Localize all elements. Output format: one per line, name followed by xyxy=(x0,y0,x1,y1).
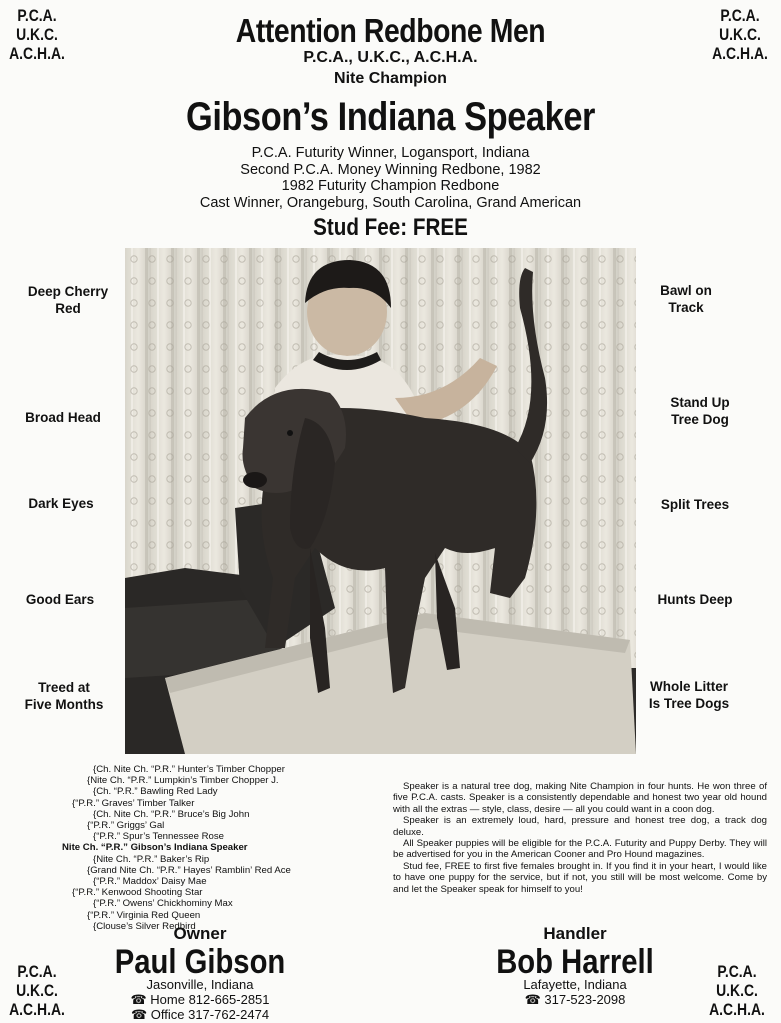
pedigree-entry: {“P.R.” Kenwood Shooting Star xyxy=(72,887,203,899)
trait-line: Good Ears xyxy=(25,592,95,607)
corner-line: P.C.A. xyxy=(720,6,760,25)
description-paragraph: Speaker is an extremely loud, hard, pressure and honest tree dog, a track dog deluxe. xyxy=(393,815,767,838)
pedigree-entry: {Ch. Nite Ch. “P.R.” Bruce’s Big John xyxy=(93,808,250,820)
description-paragraph: Stud fee, FREE to first five females brought in. If you find it in your heart, I would like to have one puppy for the service, but if not, you still will be most welcome. Come by and let the Speaker speak for himself to you! xyxy=(393,860,767,895)
trait-line: Deep Cherry xyxy=(27,284,109,299)
pedigree xyxy=(50,764,340,932)
corner-line: A.C.H.A. xyxy=(9,44,65,63)
corner-line: A.C.H.A. xyxy=(709,1000,765,1019)
corner-associations-bottom-left xyxy=(7,962,68,1019)
dog-photo-illustration xyxy=(125,248,636,754)
corner-associations-bottom-right xyxy=(704,962,770,1019)
owner-name: Paul Gibson xyxy=(114,943,286,981)
trait-left-coat xyxy=(8,283,128,317)
owner-location: Jasonville, Indiana xyxy=(146,977,254,992)
trait-line: Treed at xyxy=(38,680,90,695)
corner-line: U.K.C. xyxy=(16,981,58,1000)
owner-contact xyxy=(105,977,295,1022)
pedigree-entry: {Nite Ch. “P.R.” Baker’s Rip xyxy=(93,853,210,865)
trait-left-head xyxy=(3,409,123,426)
trait-left-eyes xyxy=(1,495,121,512)
trait-line: Bawl on xyxy=(660,283,712,298)
corner-line: P.C.A. xyxy=(17,6,57,25)
trait-line: Whole Litter xyxy=(650,679,728,694)
pedigree-entry: {“P.R.” Griggs’ Gal xyxy=(87,820,165,832)
pedigree-entry: {“P.R.” Graves’ Timber Talker xyxy=(72,797,195,809)
corner-line: P.C.A. xyxy=(717,962,757,981)
corner-line: U.K.C. xyxy=(716,981,758,1000)
pedigree-subject: Nite Ch. “P.R.” Gibson’s Indiana Speaker xyxy=(62,842,248,854)
corner-line: A.C.H.A. xyxy=(712,44,768,63)
achievement: P.C.A. Futurity Winner, Logansport, Indiana xyxy=(251,145,530,161)
trait-line: Track xyxy=(668,300,704,315)
trait-line: Dark Eyes xyxy=(28,496,94,511)
handler-name: Bob Harrell xyxy=(496,943,654,981)
pedigree-entry: {Ch. Nite Ch. “P.R.” Hunter’s Timber Chopper xyxy=(93,764,285,775)
trait-right-bawl xyxy=(626,282,746,316)
owner-phone-office: ☎ Office 317-762-2474 xyxy=(130,1007,270,1022)
pedigree-entry: {“P.R.” Maddox’ Daisy Mae xyxy=(93,876,207,888)
corner-line: P.C.A. xyxy=(17,962,57,981)
handler-location: Lafayette, Indiana xyxy=(523,977,627,992)
trait-left-treed xyxy=(4,679,124,713)
trait-left-ears xyxy=(0,591,120,608)
corner-line: U.K.C. xyxy=(719,25,761,44)
associations-line: P.C.A., U.K.C., A.C.H.A. xyxy=(303,49,478,66)
achievement: 1982 Futurity Champion Redbone xyxy=(281,178,500,194)
owner-role: Owner xyxy=(173,924,227,943)
headline: Attention Redbone Men xyxy=(235,12,546,49)
description xyxy=(393,781,767,895)
trait-line: Split Trees xyxy=(660,497,730,512)
trait-line: Broad Head xyxy=(25,410,101,425)
trait-right-hunts xyxy=(635,591,755,608)
trait-right-standup xyxy=(640,394,760,428)
pedigree-entry: {Ch. “P.R.” Bawling Red Lady xyxy=(93,786,218,798)
dog-name: Gibson’s Indiana Speaker xyxy=(186,95,595,139)
dog-photo xyxy=(125,248,636,754)
pedigree-entry: {“P.R.” Owens’ Chickhominy Max xyxy=(93,898,233,910)
trait-line: Tree Dog xyxy=(671,412,729,427)
achievement: Cast Winner, Orangeburg, South Carolina, Grand American xyxy=(199,194,582,211)
pedigree-entry: {Nite Ch. “P.R.” Lumpkin’s Timber Chopper J. xyxy=(87,775,279,787)
pedigree-entry: {Grand Nite Ch. “P.R.” Hayes’ Ramblin’ Red Ace xyxy=(87,864,291,876)
description-paragraph: All Speaker puppies will be eligible for the P.C.A. Futurity and Puppy Derby. They will be advertised for you in the American Cooner and Pro Hound magazines. xyxy=(393,838,767,861)
trait-line: Stand Up xyxy=(670,395,730,410)
pedigree-entry: {“P.R.” Spur’s Tennessee Rose xyxy=(93,831,225,843)
handler-role: Handler xyxy=(543,924,607,943)
trait-line: Five Months xyxy=(24,697,104,712)
title-line: Nite Champion xyxy=(334,70,447,87)
trait-right-split xyxy=(635,496,755,513)
trait-right-litter xyxy=(629,678,749,712)
achievements xyxy=(0,145,781,211)
owner-phone-home: ☎ Home 812-665-2851 xyxy=(130,992,270,1007)
corner-line: A.C.H.A. xyxy=(9,1000,65,1019)
achievement: Second P.C.A. Money Winning Redbone, 1982 xyxy=(240,161,541,178)
trait-line: Is Tree Dogs xyxy=(648,696,730,711)
handler-phone: ☎ 317-523-2098 xyxy=(524,992,626,1007)
pedigree-entry: {“P.R.” Virginia Red Queen xyxy=(87,909,201,921)
pedigree-entry: {Clouse’s Silver Redbird xyxy=(93,920,196,932)
description-paragraph: Speaker is a natural tree dog, making Nite Champion in four hunts. He won three of five P.C.A. casts. Speaker is a consistently dependable and honest two year old hound with all the extras — style, class, desire — all you could want in a coon dog. xyxy=(393,781,767,815)
handler-contact xyxy=(480,977,670,1007)
corner-line: U.K.C. xyxy=(16,25,58,44)
trait-line: Hunts Deep xyxy=(657,592,733,607)
trait-line: Red xyxy=(55,301,81,316)
stud-fee: Stud Fee: FREE xyxy=(313,214,468,241)
